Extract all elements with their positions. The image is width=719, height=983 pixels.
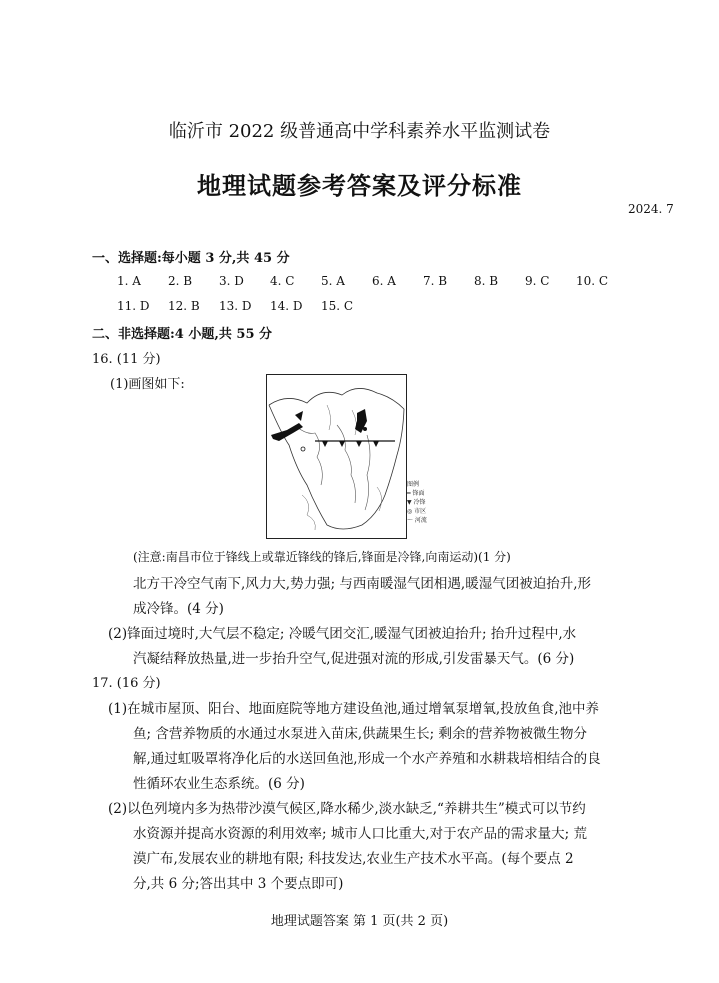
- answer-item: 7. B: [423, 274, 448, 288]
- answer-item: 2. B: [168, 274, 193, 288]
- answer-item: 15. C: [321, 299, 354, 313]
- answer-item: 10. C: [576, 274, 609, 288]
- answer-item: 4. C: [270, 274, 295, 288]
- q16-part2-line2: 汽凝结释放热量,进一步抬升空气,促进强对流的形成,引发雷暴天气。(6 分): [133, 651, 575, 667]
- q17-part2-line3: 漠广布,发展农业的耕地有限; 科技发达,农业生产技术水平高。(每个要点 2: [133, 851, 574, 867]
- page-title: 地理试题参考答案及评分标准: [197, 171, 522, 200]
- answer-item: 6. A: [372, 274, 396, 288]
- answer-item: 8. B: [474, 274, 499, 288]
- exam-date: 2024. 7: [628, 202, 674, 216]
- q17-part1-line4: 性循环农业生态系统。(6 分): [133, 776, 305, 792]
- legend-item: ▼ 冷锋: [407, 499, 426, 506]
- exam-title: 临沂市 2022 级普通高中学科素养水平监测试卷: [168, 121, 551, 142]
- q17-part1-line3: 解,通过虹吸罩将净化后的水送回鱼池,形成一个水产养殖和水耕栽培相结合的良: [133, 751, 601, 767]
- answer-item: 12. B: [168, 299, 200, 313]
- answer-item: 11. D: [117, 299, 150, 313]
- q16-part1-line1: 北方干冷空气南下,风力大,势力强; 与西南暖湿气团相遇,暖湿气团被迫抬升,形: [133, 576, 592, 592]
- legend-title: 图例: [407, 481, 420, 488]
- map-drawing: [267, 375, 406, 538]
- q17-part2-line2: 水资源并提高水资源的利用效率; 城市人口比重大,对于农产品的需求量大; 荒: [133, 826, 587, 842]
- legend-item: ◎ 市区: [407, 508, 427, 515]
- question-16-number: 16. (11 分): [92, 352, 161, 367]
- question-17-number: 17. (16 分): [92, 676, 161, 691]
- q17-part2-line4: 分,共 6 分;答出其中 3 个要点即可): [133, 876, 344, 892]
- q17-part2-line1: (2)以色列境内多为热带沙漠气候区,降水稀少,淡水缺乏,“养耕共生”模式可以节约: [108, 801, 586, 817]
- answer-item: 13. D: [219, 299, 252, 313]
- map-legend: [407, 480, 427, 525]
- answer-item: 3. D: [219, 274, 244, 288]
- legend-item: ━ 锋面: [407, 490, 425, 497]
- answer-item: 14. D: [270, 299, 303, 313]
- q16-note: (注意:南昌市位于锋线上或靠近锋线的锋后,锋面是冷锋,向南运动)(1 分): [133, 550, 511, 564]
- weather-front-map: [266, 374, 407, 539]
- q17-part1-line1: (1)在城市屋顶、阳台、地面庭院等地方建设鱼池,通过增氧泵增氧,投放鱼食,池中养: [108, 701, 599, 717]
- legend-item: 〜 河流: [407, 517, 427, 524]
- q17-part1-line2: 鱼; 含营养物质的水通过水泵进入苗床,供蔬果生长; 剩余的营养物被微生物分: [133, 726, 587, 742]
- page-footer: 地理试题答案 第 1 页(共 2 页): [270, 914, 449, 929]
- q16-part2-line1: (2)锋面过境时,大气层不稳定; 冷暖气团交汇,暖湿气团被迫抬升; 抬升过程中,水: [108, 626, 577, 642]
- answer-item: 5. A: [321, 274, 345, 288]
- answer-item: 1. A: [117, 274, 141, 288]
- answer-item: 9. C: [525, 274, 550, 288]
- q16-part1-intro: (1)画图如下:: [110, 377, 185, 392]
- section2-heading: 二、非选择题:4 小题,共 55 分: [92, 327, 273, 342]
- section1-heading: 一、选择题:每小题 3 分,共 45 分: [92, 251, 290, 266]
- q16-part1-line2: 成冷锋。(4 分): [133, 601, 224, 617]
